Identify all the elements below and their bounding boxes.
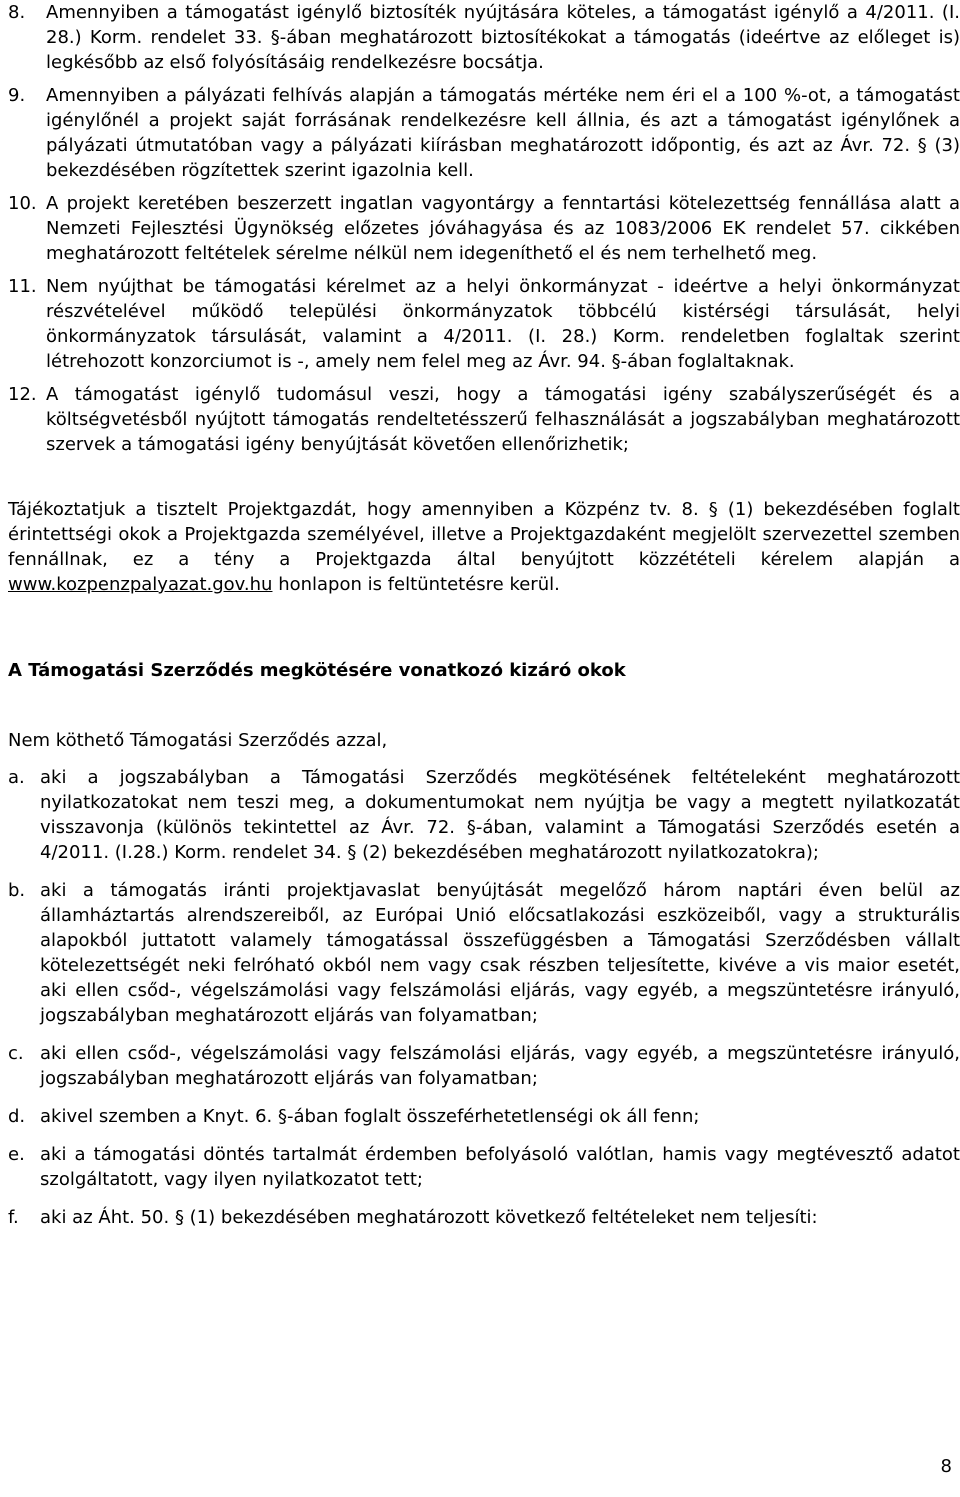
- info-paragraph: [8, 497, 960, 597]
- lettered-item: [8, 1142, 960, 1192]
- item-text: akivel szemben a Knyt. 6. §-ában foglalt összeférhetetlenségi ok áll fenn;: [40, 1106, 700, 1127]
- item-text: aki ellen csőd-, végelszámolási vagy felszámolási eljárás, vagy egyéb, a megszüntetésre irányuló, jogszabályban meghatározott eljárás van folyamatban;: [40, 1043, 960, 1089]
- item-text: A támogatást igénylő tudomásul veszi, hogy a támogatási igény szabályszerűségét és a költségvetésből nyújtott támogatás rendeltetésszerű felhasználását a jogszabályban meghatározott szervek a támogatási igény benyújtását követően ellenőrizhetik;: [46, 384, 960, 455]
- numbered-item: [8, 0, 960, 75]
- item-letter: d.: [8, 1106, 26, 1127]
- info-text-end: honlapon is feltüntetésre kerül.: [272, 574, 560, 595]
- lettered-item: [8, 878, 960, 1028]
- item-text: aki a támogatási döntés tartalmát érdemben befolyásoló valótlan, hamis vagy megtévesztő adatot szolgáltatott, vagy ilyen nyilatkozatot tett;: [40, 1144, 960, 1190]
- lettered-item: [8, 765, 960, 865]
- item-text: aki a jogszabályban a Támogatási Szerződés megkötésének feltételeként meghatározott nyilatkozatokat nem teszi meg, a dokumentumokat nem nyújtja be vagy a megtett nyilatkozatát visszavonja (különös tekintettel az Ávr. 72. §-ában, valamint a Támogatási Szerződés esetén a 4/2011. (I.28.) Korm. rendelet 34. § (2) bekezdésében meghatározott nyilatkozatokra);: [40, 767, 960, 863]
- item-text: Amennyiben a pályázati felhívás alapján a támogatás mértéke nem éri el a 100 %-ot, a támogatást igénylőnél a projekt saját forrásának rendelkezésre kell állnia, és azt a támogatást igénylőnek a pályázati útmutatóban vagy a pályázati kiírásban meghatározott időpontig, és azt az Ávr. 72. § (3) bekezdésében rögzítettek szerint igazolnia kell.: [46, 85, 960, 181]
- item-text: Amennyiben a támogatást igénylő biztosíték nyújtására köteles, a támogatást igénylő a 4/2011. (I. 28.) Korm. rendelet 33. §-ában meghatározott biztosítékokat a támogatás (ideértve az előleget is) legkésőbb az első folyósításáig rendelkezésre bocsátja.: [46, 2, 960, 73]
- intro-text: Nem köthető Támogatási Szerződés azzal,: [8, 730, 388, 751]
- item-letter: b.: [8, 880, 26, 901]
- numbered-item: [8, 382, 960, 457]
- kozpenzpalyazat-link[interactable]: www.kozpenzpalyazat.gov.hu: [8, 574, 273, 595]
- item-text: aki a támogatás iránti projektjavaslat benyújtását megelőző három naptári éven belül az államháztartás alrendszereiből, az Európai Unió előcsatlakozási eszközeiből, vagy a strukturális alapokból juttatott valamely támogatással összefüggésben a Támogatási Szerződésben vállalt kötelezettségét neki felróható okból nem vagy csak részben teljesítette, kivéve a vis maior esetét, aki ellen csőd-, végelszámolási vagy felszámolási eljárás, vagy egyéb, a megszüntetésre irányuló, jogszabályban meghatározott eljárás van folyamatban;: [40, 880, 960, 1026]
- item-text: aki az Áht. 50. § (1) bekezdésében meghatározott következő feltételeket nem teljesíti:: [40, 1207, 818, 1228]
- numbered-item: [8, 191, 960, 266]
- info-text: Tájékoztatjuk a tisztelt Projektgazdát, hogy amennyiben a Közpénz tv. 8. § (1) bekezdésében foglalt érintettségi okok a Projektgazda személyével, illetve a Projektgazdaként megjelölt szervezettel szemben fennállnak, ez a tény a Projektgazda által benyújtott közzétételi kérelem alapján a: [8, 499, 960, 570]
- exclusion-reasons-list: [8, 765, 960, 1230]
- lettered-item: [8, 1041, 960, 1091]
- numbered-item: [8, 83, 960, 183]
- item-number: 11.: [8, 276, 37, 297]
- item-letter: c.: [8, 1043, 24, 1064]
- numbered-item: [8, 274, 960, 374]
- item-number: 12.: [8, 384, 37, 405]
- item-number: 10.: [8, 193, 37, 214]
- lettered-item: [8, 1104, 960, 1129]
- item-letter: e.: [8, 1144, 25, 1165]
- lettered-item: [8, 1205, 960, 1230]
- item-letter: a.: [8, 767, 25, 788]
- item-number: 9.: [8, 85, 26, 106]
- item-letter: f.: [8, 1207, 19, 1228]
- page-number: 8: [940, 1456, 952, 1477]
- numbered-conditions-list: [8, 0, 960, 457]
- section-heading: A Támogatási Szerződés megkötésére vonatkozó kizáró okok: [8, 660, 626, 681]
- document-page: [8, 0, 960, 1243]
- item-number: 8.: [8, 2, 26, 23]
- item-text: A projekt keretében beszerzett ingatlan vagyontárgy a fenntartási kötelezettség fennállása alatt a Nemzeti Fejlesztési Ügynökség előzetes jóváhagyása és az 1083/2006 EK rendelet 57. cikkében meghatározott feltételek sérelme nélkül nem idegeníthető el és nem terhelhető meg.: [46, 193, 960, 264]
- item-text: Nem nyújthat be támogatási kérelmet az a helyi önkormányzat - ideértve a helyi önkormányzat részvételével működő települési önkormányzatok többcélú kistérségi társulását, helyi önkormányzatok társulását, valamint a 4/2011. (I. 28.) Korm. rendeletben foglaltak szerint létrehozott konzorciumot is -, amely nem felel meg az Ávr. 94. §-ában foglaltaknak.: [46, 276, 960, 372]
